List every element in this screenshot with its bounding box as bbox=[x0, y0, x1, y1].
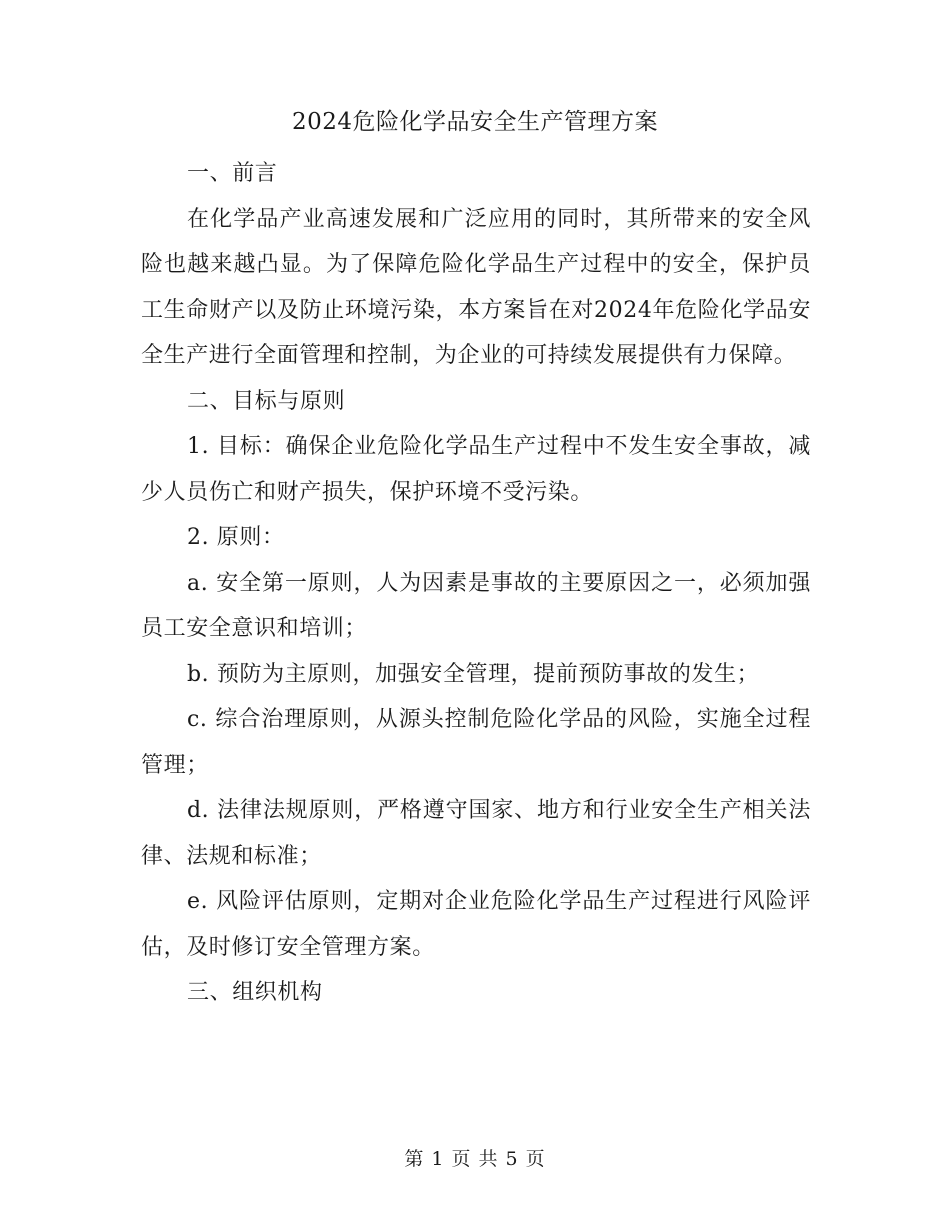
principle-item-e: e. 风险评估原则，定期对企业危险化学品生产过程进行风险评估，及时修订安全管理方案。 bbox=[141, 889, 811, 960]
paragraph-principles-heading: 2. 原则： bbox=[187, 525, 285, 550]
document-title: 2024危险化学品安全生产管理方案 bbox=[291, 109, 659, 135]
section-heading-organization: 三、组织机构 bbox=[187, 980, 323, 1005]
principle-item-b: b. 预防为主原则，加强安全管理，提前预防事故的发生； bbox=[187, 661, 760, 687]
paragraph-goal: 1. 目标：确保企业危险化学品生产过程中不发生安全事故，减少人员伤亡和财产损失，保护环境不受污染。 bbox=[141, 434, 811, 505]
principle-item-a: a. 安全第一原则，人为因素是事故的主要原因之一，必须加强员工安全意识和培训； bbox=[141, 570, 811, 641]
document-body bbox=[141, 151, 811, 1016]
principle-item-d: d. 法律法规原则，严格遵守国家、地方和行业安全生产相关法律、法规和标准； bbox=[141, 798, 811, 869]
paragraph-preface: 在化学品产业高速发展和广泛应用的同时，其所带来的安全风险也越来越凸显。为了保障危险化学品生产过程中的安全，保护员工生命财产以及防止环境污染，本方案旨在对2024年危险化学品安全生产进行全面管理和控制，为企业的可持续发展提供有力保障。 bbox=[141, 206, 811, 368]
principle-item-c: c. 综合治理原则，从源头控制危险化学品的风险，实施全过程管理； bbox=[141, 707, 811, 778]
section-heading-preface: 一、前言 bbox=[187, 161, 278, 186]
page-footer: 第 1 页 共 5 页 bbox=[404, 1148, 546, 1170]
section-heading-goals: 二、目标与原则 bbox=[187, 388, 346, 414]
